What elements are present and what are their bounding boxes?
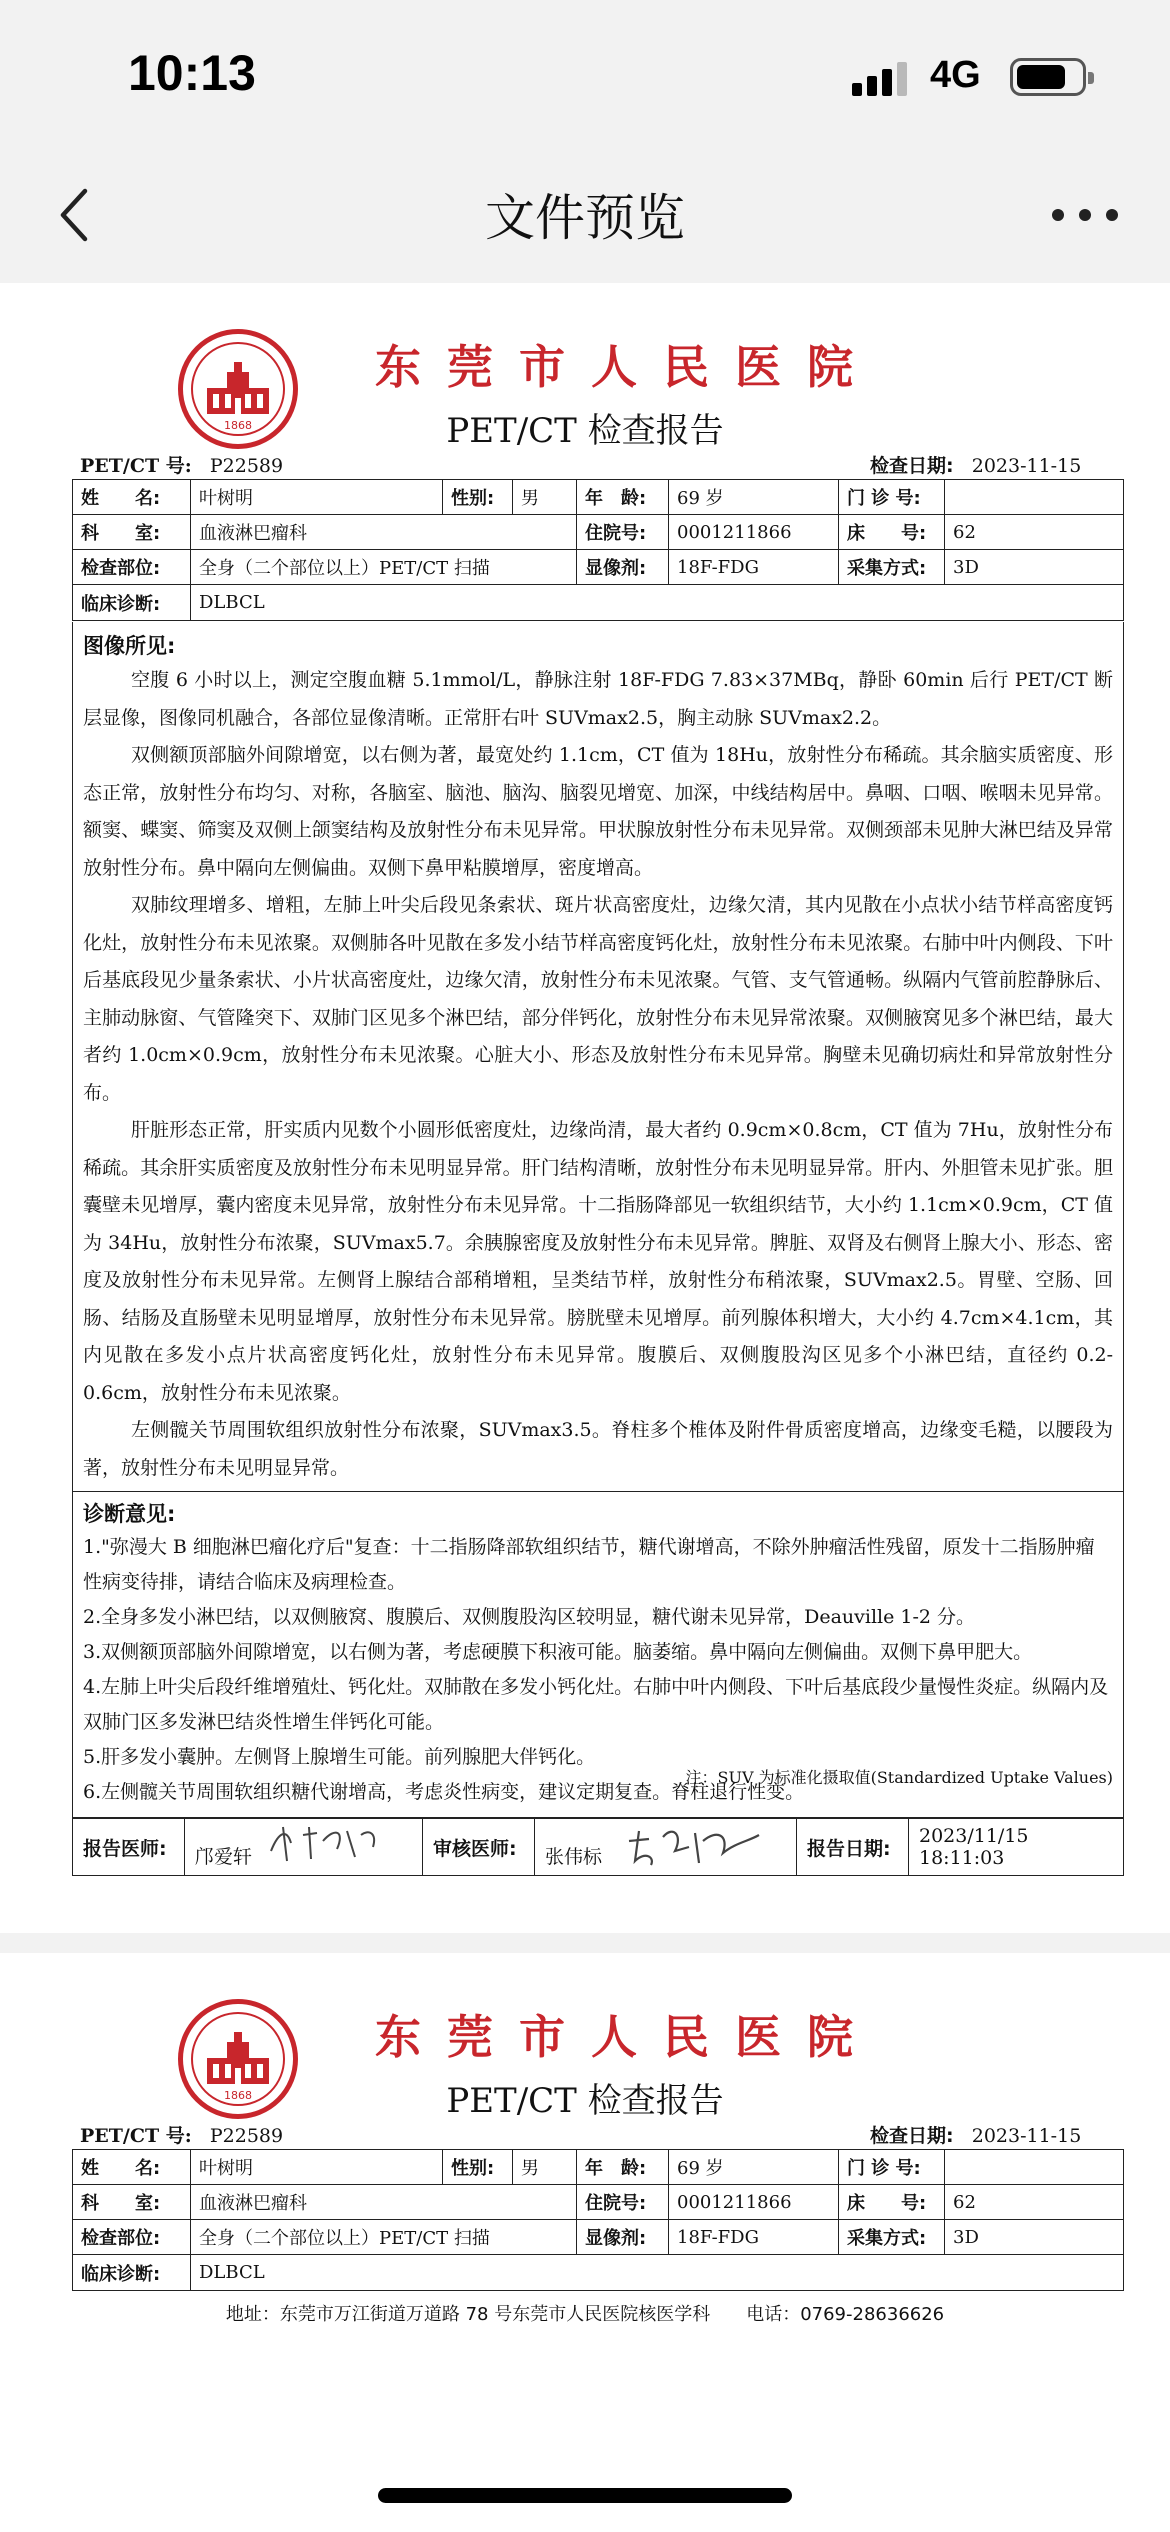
impression-item: 6.左侧髋关节周围软组织糖代谢增高，考虑炎性病变，建议定期复查。脊柱退行性变。 (83, 1781, 805, 1803)
status-time: 10:13 (128, 45, 256, 101)
reporter-cell (185, 1819, 423, 1875)
reporter-signature (265, 1821, 385, 1865)
findings-paragraph: 双侧额顶部脑外间隙增宽，以右侧为著，最宽处约 1.1cm，CT 值为 18Hu，放射性分布稀疏。其余脑实质密度、形态正常，放射性分布均匀、对称，各脑室、脑池、脑沟、脑裂见增宽、加深，中线结构居中。鼻咽、口咽、喉咽未见异常。额窦、蝶窦、筛窦及双侧上颌窦结构及放射性分布未见异常。甲状腺放射性分布未见异常。双侧颈部未见肿大淋巴结及异常放射性分布。鼻中隔向左侧偏曲。双侧下鼻甲粘膜增厚，密度增高。 (83, 744, 1113, 879)
report-header (0, 283, 1170, 473)
hospital-name: 东莞市人民医院 (375, 2010, 879, 2064)
reviewer-cell (535, 1819, 797, 1875)
findings-paragraph: 空腹 6 小时以上，测定空腹血糖 5.1mmol/L，静脉注射 18F-FDG 7.83×37MBq，静卧 60min 后行 PET/CT 断层显像，图像同机融合，各部位显像清晰。正常肝右叶 SUVmax2.5，胸主动脉 SUVmax2.2。 (83, 669, 1113, 729)
pet-ct-number: PET/CT 号: P22589 (80, 2125, 284, 2147)
patient-info-table: 姓 名: 叶树明 性别: 男 年 龄: 69 岁 门 诊 号: 科 室: 血液淋巴瘤科 住院号: 0001211866 床 号: 62 检查部位: 全身（二个部位以上）PET/CT 扫描 显像剂: 18F-FDG 采集方式: 3D 临床诊断: DLBCL (72, 2149, 1124, 2291)
status-bar (0, 0, 1170, 150)
findings-text (73, 662, 1123, 1487)
suv-note: 注：SUV 为标准化摄取值(Standardized Uptake Values) (685, 1768, 1113, 1787)
nav-bar (0, 150, 1170, 280)
document-page-1[interactable] (0, 283, 1170, 1933)
exam-date: 检查日期: 2023-11-15 (870, 2125, 1082, 2147)
report-title: PET/CT 检查报告 (446, 2081, 724, 2121)
logo-year: 1868 (224, 2089, 252, 2102)
home-indicator[interactable] (378, 2488, 792, 2503)
more-button[interactable] (1052, 200, 1118, 230)
impression-item: 5.肝多发小囊肿。左侧肾上腺增生可能。前列腺肥大伴钙化。 (83, 1746, 596, 1768)
findings-heading: 图像所见: (83, 634, 176, 658)
reviewer-name: 张伟标 (545, 1846, 603, 1868)
findings-paragraph: 左侧髋关节周围软组织放射性分布浓聚，SUVmax3.5。脊柱多个椎体及附件骨质密度增高，边缘变毛糙，以腰段为著，放射性分布未见明显异常。 (83, 1419, 1113, 1479)
report-title: PET/CT 检查报告 (446, 411, 724, 451)
reporter-name: 邝爱轩 (195, 1846, 253, 1868)
report-header (0, 1953, 1170, 2143)
impression-item: 3.双侧额顶部脑外间隙增宽，以右侧为著，考虑硬膜下积液可能。脑萎缩。鼻中隔向左侧偏曲。双侧下鼻甲肥大。 (83, 1641, 1033, 1663)
findings-paragraph: 双肺纹理增多、增粗，左肺上叶尖后段见条索状、斑片状高密度灶，边缘欠清，其内见散在小点状小结节样高密度钙化灶，放射性分布未见浓聚。双侧肺各叶见散在多发小结节样高密度钙化灶，放射性分布未见浓聚。右肺中叶内侧段、下叶后基底段见少量条索状、小片状高密度灶，边缘欠清，放射性分布未见浓聚。气管、支气管通畅。纵隔内气管前腔静脉后、主肺动脉窗、气管隆突下、双肺门区见多个淋巴结，部分伴钙化，放射性分布未见异常浓聚。双侧腋窝见多个淋巴结，最大者约 1.0cm×0.9cm，放射性分布未见浓聚。心脏大小、形态及放射性分布未见异常。胸壁未见确切病灶和异常放射性分布。 (83, 894, 1113, 1104)
pet-ct-number: PET/CT 号: P22589 (80, 455, 284, 477)
signature-row: 报告医师: 邝爱轩 审核医师: 张伟标 报告日期: 2023/11/15 18:11:03 (72, 1818, 1124, 1876)
hospital-address: 地址：东莞市万江街道万道路 78 号东莞市人民医院核医学科 电话：0769-28636626 (225, 2304, 945, 2325)
more-horizontal-icon (1052, 209, 1064, 221)
findings-paragraph: 肝脏形态正常，肝实质内见数个小圆形低密度灶，边缘尚清，最大者约 0.9cm×0.8cm，CT 值为 7Hu，放射性分布稀疏。其余肝实质密度及放射性分布未见明显异常。肝门结构清晰，放射性分布未见明显异常。肝内、外胆管未见扩张。胆囊壁未见增厚，囊内密度未见异常，放射性分布未见异常。十二指肠降部见一软组织结节，大小约 1.1cm×0.9cm，CT 值为 34Hu，放射性分布浓聚，SUVmax5.7。余胰腺密度及放射性分布未见异常。脾脏、双肾及右侧肾上腺大小、形态、密度及放射性分布未见异常。左侧肾上腺结合部稍增粗，呈类结节样，放射性分布稍浓聚，SUVmax2.5。胃壁、空肠、回肠、结肠及直肠壁未见明显增厚，放射性分布未见异常。膀胱壁未见增厚。前列腺体积增大，大小约 4.7cm×4.1cm，其内见散在多发小点片状高密度钙化灶，放射性分布未见异常。腹膜后、双侧腹股沟区见多个小淋巴结，直径约 0.2-0.6cm，放射性分布未见浓聚。 (83, 1119, 1113, 1404)
logo-year: 1868 (224, 419, 252, 432)
hospital-name: 东莞市人民医院 (375, 340, 879, 394)
document-page-2[interactable] (0, 1953, 1170, 2532)
network-type: 4G (930, 54, 981, 96)
report-body (72, 622, 1124, 1818)
impression-item: 2.全身多发小淋巴结，以双侧腋窝、腹膜后、双侧腹股沟区较明显，糖代谢未见异常，Deauville 1-2 分。 (83, 1606, 976, 1628)
page-title: 文件预览 (485, 189, 685, 247)
battery-icon (1010, 58, 1086, 96)
patient-info-table: 姓 名: 叶树明 性别: 男 年 龄: 69 岁 门 诊 号: 科 室: 血液淋巴瘤科 住院号: 0001211866 床 号: 62 检查部位: 全身（二个部位以上）PET/CT 扫描 显像剂: 18F-FDG 采集方式: 3D 临床诊断: DLBCL (72, 479, 1124, 621)
impression-item: 1."弥漫大 B 细胞淋巴瘤化疗后"复查：十二指肠降部软组织结节，糖代谢增高，不除外肿瘤活性残留，原发十二指肠肿瘤性病变待排，请结合临床及病理检查。 (83, 1536, 1095, 1593)
report-date: 2023/11/15 18:11:03 (919, 1825, 1029, 1869)
exam-date: 检查日期: 2023-11-15 (870, 455, 1082, 477)
impression-item: 4.左肺上叶尖后段纤维增殖灶、钙化灶。双肺散在多发小钙化灶。右肺中叶内侧段、下叶后基底段少量慢性炎症。纵隔内及双肺门区多发淋巴结炎性增生伴钙化可能。 (83, 1676, 1109, 1733)
impressions-heading: 诊断意见: (83, 1502, 176, 1526)
signal-icon (852, 62, 908, 96)
reviewer-signature (625, 1821, 765, 1871)
